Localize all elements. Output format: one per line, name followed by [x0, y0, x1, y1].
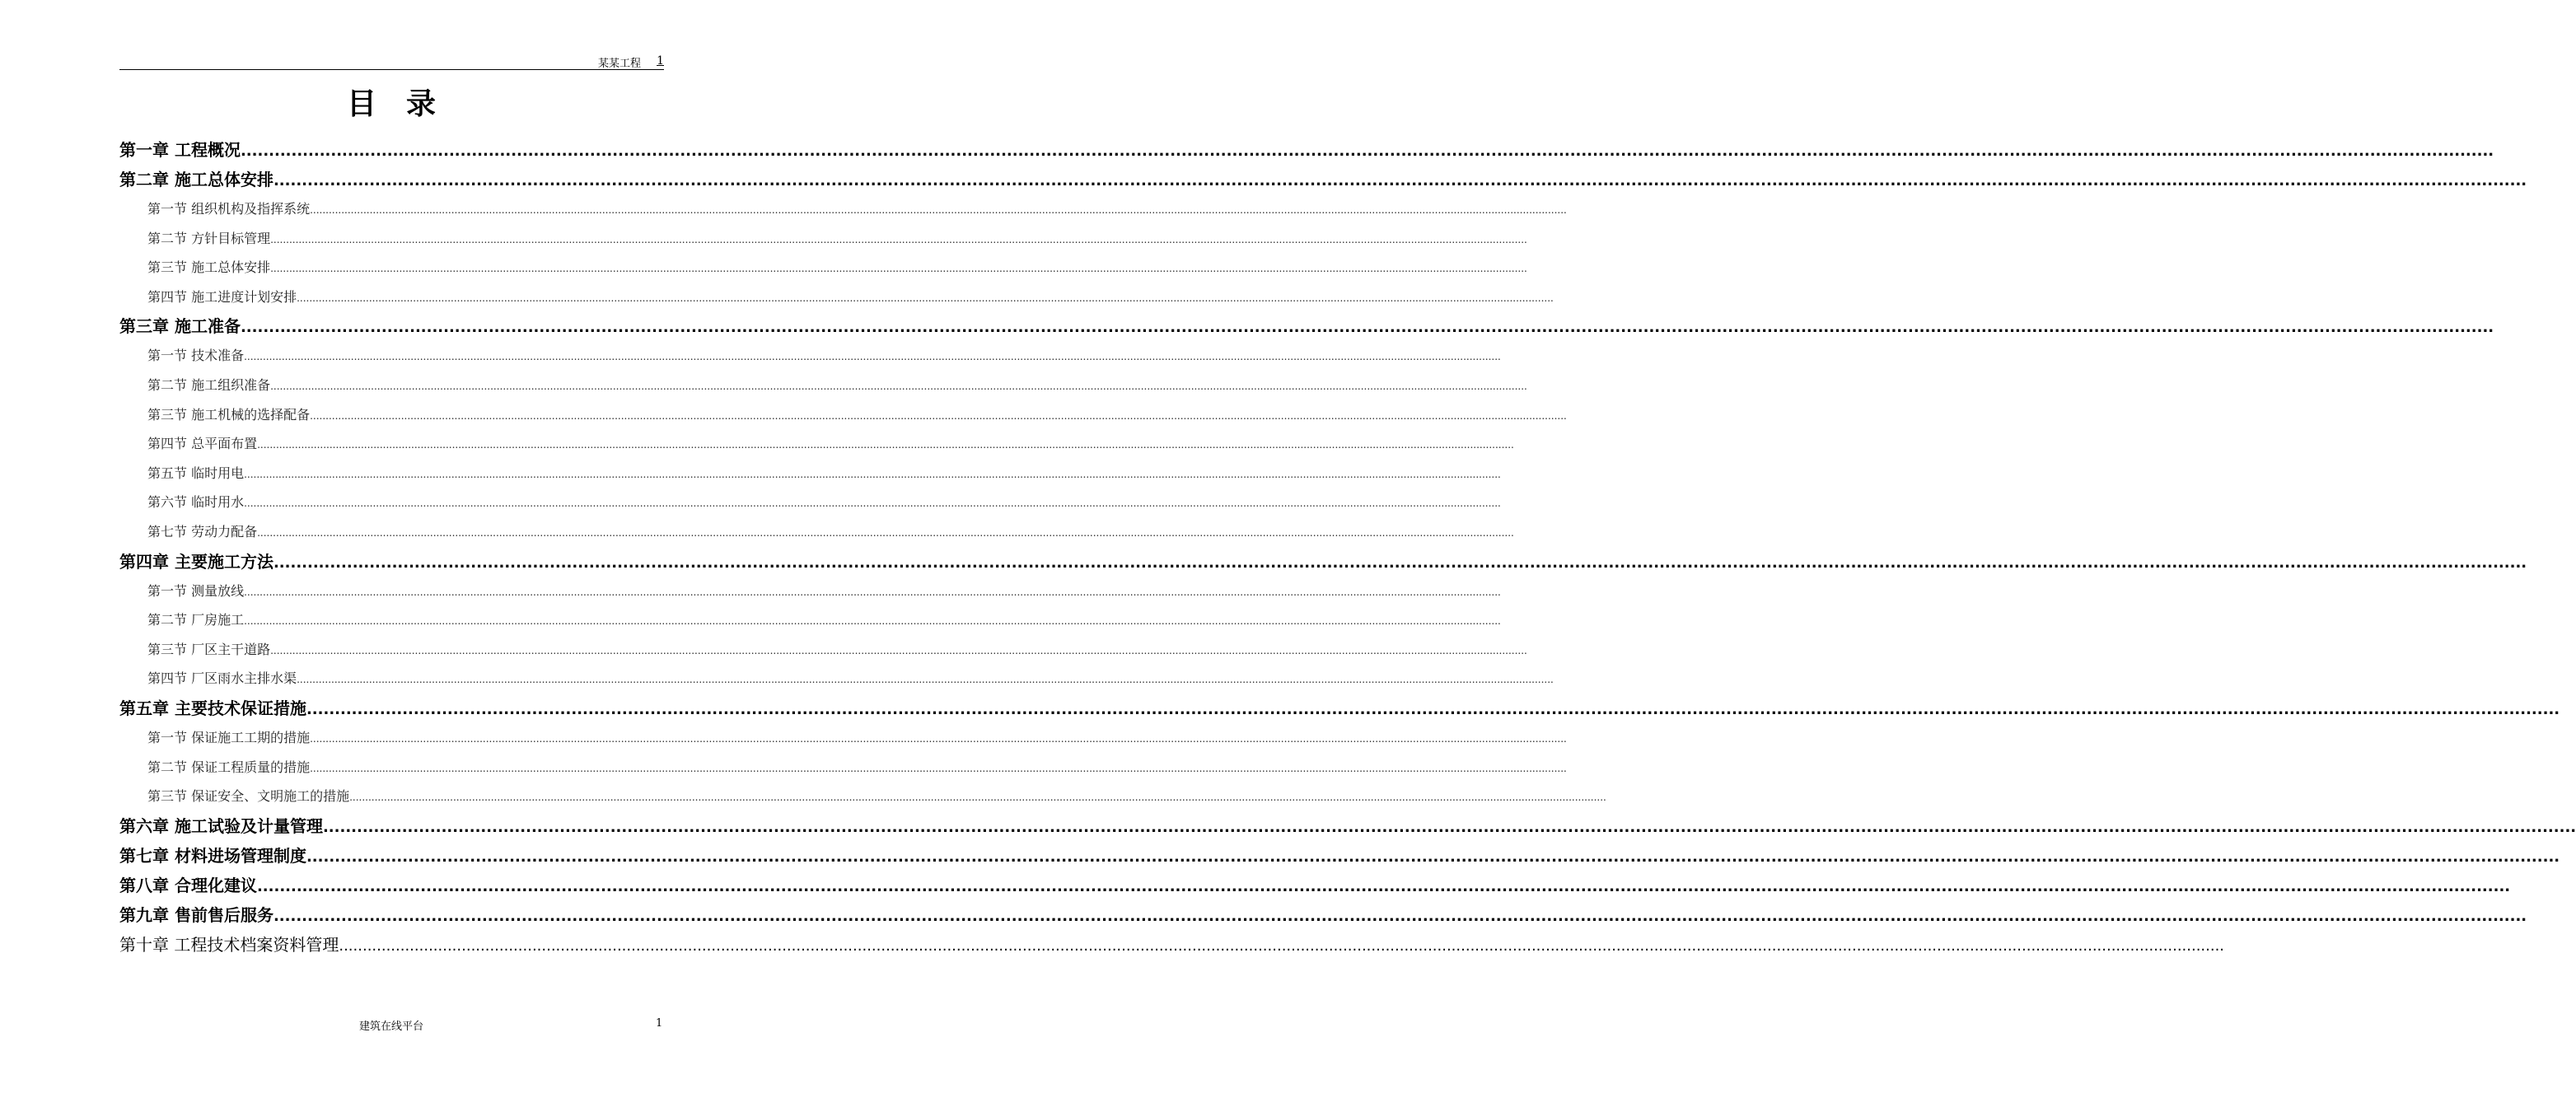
toc-dot-leader: ................................................................................................................................................................................................................................................................................................................................................................................................................	[240, 319, 2494, 337]
toc-section-entry[interactable]	[119, 488, 1501, 517]
toc-entry-label: 第十章 工程技术档案资料管理	[119, 934, 339, 955]
toc-dot-leader: ................................................................................................................................................................................................................................................................................................................................................................................................................	[273, 172, 2527, 189]
toc-dot-leader: ................................................................................................................................................................................................................................................................................................................................................................................................................	[349, 792, 1606, 804]
toc-entry-label: 第三节 施工总体安排	[147, 259, 271, 276]
toc-dot-leader: ................................................................................................................................................................................................................................................................................................................................................................................................................	[244, 497, 1501, 510]
toc-section-entry[interactable]	[119, 429, 1514, 459]
toc-dot-leader: ................................................................................................................................................................................................................................................................................................................................................................................................................	[244, 468, 1501, 480]
toc-section-entry[interactable]	[119, 605, 1501, 635]
toc-entry-label: 第一节 测量放线	[147, 582, 245, 599]
toc-dot-leader: ................................................................................................................................................................................................................................................................................................................................................................................................................	[297, 292, 1554, 304]
table-of-contents	[119, 135, 2576, 960]
page-header	[119, 53, 664, 70]
toc-dot-leader: ................................................................................................................................................................................................................................................................................................................................................................................................................	[244, 351, 1501, 363]
toc-section-entry[interactable]	[119, 459, 1501, 488]
toc-section-entry[interactable]	[119, 283, 1554, 312]
toc-section-entry[interactable]	[119, 371, 1527, 400]
toc-dot-leader: ................................................................................................................................................................................................................................................................................................................................................................................................................	[273, 554, 2527, 572]
toc-entry-label: 第三节 保证安全、文明施工的措施	[147, 788, 350, 805]
toc-section-entry[interactable]	[119, 341, 1501, 371]
toc-dot-leader: ................................................................................................................................................................................................................................................................................................................................................................................................................	[310, 204, 1567, 216]
toc-chapter-entry[interactable]	[119, 547, 2527, 577]
toc-dot-leader: ................................................................................................................................................................................................................................................................................................................................................................................................................	[270, 380, 1527, 392]
toc-entry-label: 第七章 材料进场管理制度	[119, 845, 306, 866]
toc-dot-leader: ................................................................................................................................................................................................................................................................................................................................................................................................................	[339, 937, 2225, 955]
toc-entry-label: 第一节 保证施工工期的措施	[147, 729, 311, 745]
toc-entry-label: 第一节 组织机构及指挥系统	[147, 201, 311, 217]
toc-dot-leader: ................................................................................................................................................................................................................................................................................................................................................................................................................	[310, 409, 1567, 422]
toc-entry-label: 第二节 厂房施工	[147, 612, 245, 628]
toc-entry-label: 第二章 施工总体安排	[119, 170, 273, 189]
toc-chapter-entry[interactable]	[119, 811, 2576, 841]
toc-entry-label: 第四章 主要施工方法	[119, 551, 273, 572]
toc-dot-leader: ................................................................................................................................................................................................................................................................................................................................................................................................................	[273, 907, 2527, 925]
toc-entry-label: 第二节 方针目标管理	[147, 230, 271, 246]
toc-entry-label: 第四节 厂区雨水主排水渠	[147, 670, 297, 687]
toc-chapter-entry[interactable]	[119, 841, 2560, 871]
toc-entry-label: 第八章 合理化建议	[119, 875, 257, 895]
toc-entry-label: 第一节 技术准备	[147, 348, 245, 364]
toc-chapter-entry[interactable]	[119, 900, 2527, 930]
toc-section-entry[interactable]	[119, 224, 1527, 254]
toc-section-entry[interactable]	[119, 577, 1501, 606]
toc-section-entry[interactable]	[119, 194, 1567, 224]
toc-chapter-entry[interactable]	[119, 930, 2225, 960]
toc-dot-leader: ................................................................................................................................................................................................................................................................................................................................................................................................................	[256, 877, 2511, 895]
toc-entry-label: 第三节 施工机械的选择配备	[147, 406, 311, 423]
toc-section-entry[interactable]	[119, 517, 1514, 547]
header-page-number: 1	[657, 54, 664, 68]
toc-dot-leader: ................................................................................................................................................................................................................................................................................................................................................................................................................	[322, 818, 2576, 836]
toc-dot-leader: ................................................................................................................................................................................................................................................................................................................................................................................................................	[306, 700, 2560, 718]
toc-section-entry[interactable]	[119, 782, 1606, 811]
toc-dot-leader: ................................................................................................................................................................................................................................................................................................................................................................................................................	[270, 263, 1527, 275]
toc-entry-label: 第二节 施工组织准备	[147, 376, 271, 393]
toc-dot-leader: ................................................................................................................................................................................................................................................................................................................................................................................................................	[306, 848, 2560, 866]
toc-chapter-entry[interactable]	[119, 694, 2560, 723]
toc-entry-label: 第一章 工程概况	[119, 140, 241, 160]
toc-section-entry[interactable]	[119, 635, 1527, 665]
toc-dot-leader: ................................................................................................................................................................................................................................................................................................................................................................................................................	[244, 586, 1501, 598]
toc-dot-leader: ................................................................................................................................................................................................................................................................................................................................................................................................................	[257, 526, 1514, 539]
toc-section-entry[interactable]	[119, 664, 1554, 694]
toc-entry-label: 第三节 厂区主干道路	[147, 641, 271, 657]
toc-entry-label: 第六章 施工试验及计量管理	[119, 815, 323, 836]
toc-dot-leader: ................................................................................................................................................................................................................................................................................................................................................................................................................	[270, 233, 1527, 245]
toc-dot-leader: ................................................................................................................................................................................................................................................................................................................................................................................................................	[244, 615, 1501, 628]
header-title: 某某工程	[597, 58, 641, 70]
toc-entry-label: 第五章 主要技术保证措施	[119, 698, 306, 718]
toc-entry-label: 第六节 临时用水	[147, 494, 245, 511]
toc-entry-label: 第三章 施工准备	[119, 316, 241, 337]
toc-dot-leader: ................................................................................................................................................................................................................................................................................................................................................................................................................	[257, 439, 1514, 451]
toc-entry-label: 第四节 总平面布置	[147, 436, 258, 452]
toc-section-entry[interactable]	[119, 723, 1567, 753]
toc-chapter-entry[interactable]	[119, 165, 2527, 194]
toc-dot-leader: ................................................................................................................................................................................................................................................................................................................................................................................................................	[310, 732, 1567, 745]
toc-entry-label: 第五节 临时用电	[147, 465, 245, 481]
toc-chapter-entry[interactable]	[119, 135, 2494, 165]
toc-chapter-entry[interactable]	[119, 311, 2494, 341]
toc-section-entry[interactable]	[119, 400, 1567, 430]
toc-title: 目录	[346, 87, 465, 121]
toc-entry-label: 第七节 劳动力配备	[147, 523, 258, 539]
toc-entry-label: 第九章 售前售后服务	[119, 904, 273, 925]
toc-entry-label: 第四节 施工进度计划安排	[147, 288, 297, 305]
toc-dot-leader: ................................................................................................................................................................................................................................................................................................................................................................................................................	[240, 142, 2494, 160]
toc-dot-leader: ................................................................................................................................................................................................................................................................................................................................................................................................................	[297, 674, 1554, 686]
toc-section-entry[interactable]	[119, 753, 1567, 782]
toc-dot-leader: ................................................................................................................................................................................................................................................................................................................................................................................................................	[310, 762, 1567, 774]
footer-page-number: 1	[656, 1017, 663, 1030]
toc-chapter-entry[interactable]	[119, 871, 2511, 900]
toc-section-entry[interactable]	[119, 253, 1527, 283]
footer-text: 建筑在线平台	[358, 1021, 423, 1033]
toc-entry-label: 第二节 保证工程质量的措施	[147, 759, 311, 775]
toc-dot-leader: ................................................................................................................................................................................................................................................................................................................................................................................................................	[270, 644, 1527, 656]
